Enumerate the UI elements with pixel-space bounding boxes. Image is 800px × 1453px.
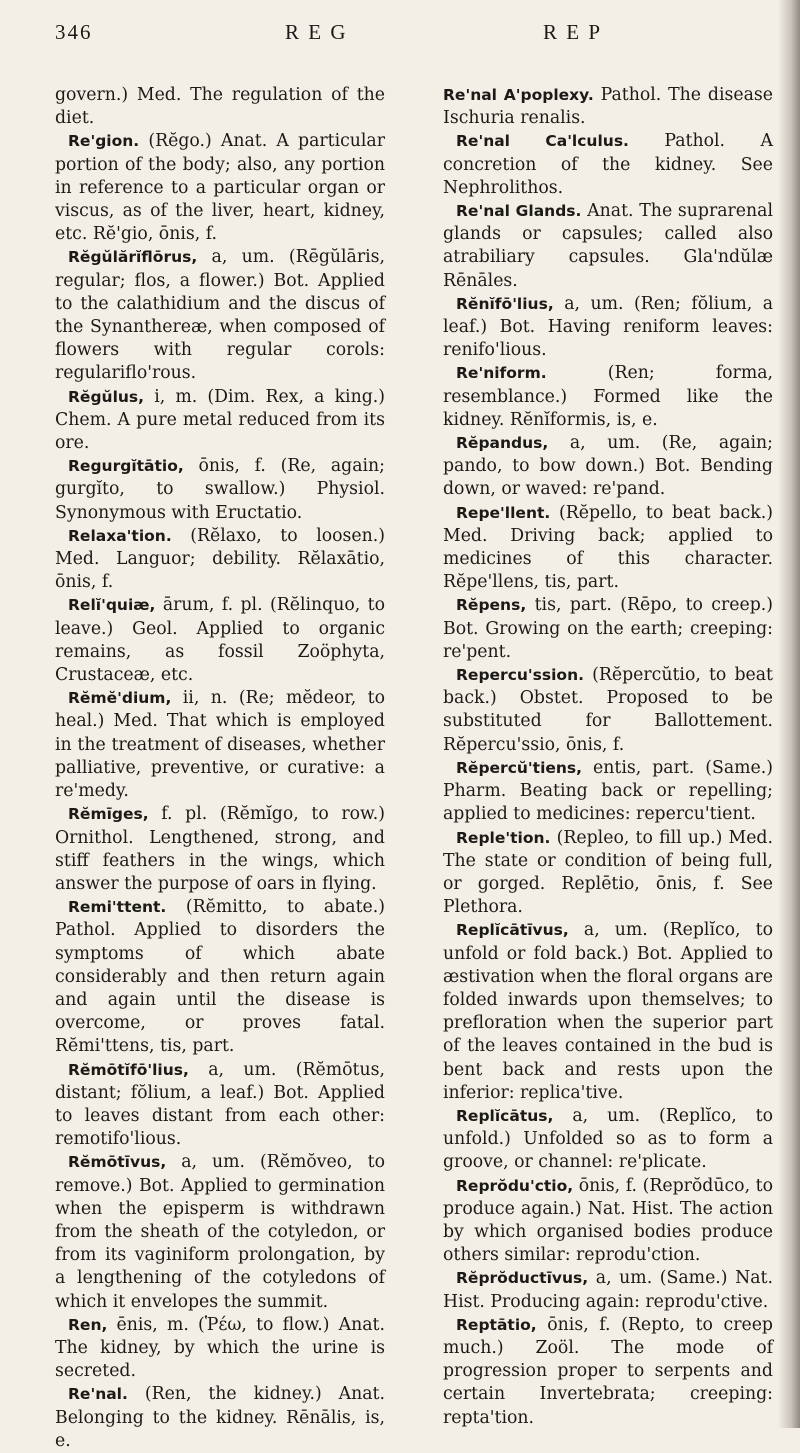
- entry-headword: Reple'tion.: [456, 828, 551, 847]
- entry-headword: Rĕprŏductīvus,: [456, 1269, 589, 1288]
- entry-text: (Rĕpello, to beat back.) Med. Driving back; applied to medicines of this character. Rĕpe'llens, tis, part.: [443, 502, 773, 593]
- entry-text: Pathol. A concretion of the kidney. See Nephrolithos.: [443, 131, 773, 198]
- entry-headword: Rĕmīges,: [68, 805, 149, 824]
- entry-headword: Regurgĭtātio,: [68, 457, 184, 476]
- page-edge-shadow: [778, 0, 800, 1428]
- entry-text: ōnis, f. (Reprŏdūco, to produce again.) Nat. Hist. The action by which organised bodies produce others similar: reprodu'ction.: [443, 1175, 773, 1266]
- dictionary-entry: [55, 594, 385, 687]
- entry-text: Anat. The suprarenal glands or capsules; called also atrabiliary capsules. Gla'ndŭlæ Rēnāles.: [443, 201, 773, 291]
- entry-headword: Rĕmōtīvus,: [68, 1153, 167, 1172]
- entry-text: (Rĕpercŭtio, to beat back.) Obstet. Proposed to be substituted for Ballottement. Rĕpercu'ssio, ōnis, f.: [443, 665, 773, 755]
- entry-headword: Relĭ'quiæ,: [68, 596, 156, 615]
- dictionary-entry: [55, 386, 385, 456]
- entry-text: (Repleo, to fill up.) Med. The state or condition of being full, or gorged. Replētio, ōnis, f. See Plethora.: [443, 827, 773, 918]
- entry-text: (Ren; forma, resemblance.) Formed like the kidney. Rĕnĭformis, is, e.: [443, 363, 774, 430]
- entry-headword: Re'nal Ca'lculus.: [456, 132, 629, 151]
- dictionary-entry: [443, 502, 773, 595]
- entry-headword: Re'nal.: [68, 1385, 128, 1404]
- dictionary-entry: [443, 664, 773, 757]
- entry-headword: Rĕpens,: [456, 596, 527, 615]
- entry-text: f. pl. (Rĕmĭgo, to row.) Ornithol. Lengthened, strong, and stiff feathers in the wings, which answer the purpose of oars in flying.: [55, 804, 385, 894]
- dictionary-entry: [443, 827, 773, 920]
- entry-headword: Remi'ttent.: [68, 898, 167, 917]
- dictionary-entry: [443, 919, 773, 1105]
- entry-text: ōnis, f. (Repto, to creep much.) Zoöl. The mode of progression proper to serpents and certain Invertebrata; creeping: repta'tion.: [443, 1314, 773, 1428]
- page-number: 346: [55, 20, 93, 44]
- dictionary-entry: [443, 293, 773, 363]
- entry-headword: Rĕpercŭ'tiens,: [456, 758, 583, 777]
- entry-text: ōnis, f. (Re, again; gurgĭto, to swallow.) Physiol. Synonymous with Eructatio.: [55, 456, 385, 523]
- entry-text: a, um. (Re, again; pando, to bow down.) Bot. Bending down, or waved: re'pand.: [443, 433, 773, 500]
- entry-text: (Ren, the kidney.) Anat. Belonging to the kidney. Rēnālis, is, e.: [55, 1384, 385, 1451]
- entry-headword: Replĭcātus,: [456, 1106, 554, 1125]
- entry-text: ii, n. (Re; mĕdeor, to heal.) Med. That which is employed in the treatment of diseases, whether palliative, preventive, or curative: a re'medy.: [55, 688, 385, 802]
- entry-headword: Re'niform.: [456, 364, 547, 383]
- entry-text: entis, part. (Same.) Pharm. Beating back or repelling; applied to medicines: repercu'tient.: [443, 757, 773, 825]
- entry-headword: Relaxa'tion.: [68, 526, 172, 545]
- dictionary-entry: [443, 1175, 773, 1268]
- entry-headword: Rĕmĕ'dium,: [68, 689, 172, 708]
- dictionary-entry: [443, 84, 773, 130]
- entry-text: Pathol. The disease Ischuria renalis.: [443, 85, 773, 129]
- entry-text: a, um. (Replĭco, to unfold.) Unfolded so as to form a groove, or channel: re'plicate.: [443, 1105, 773, 1173]
- entry-text: ārum, f. pl. (Rĕlinquo, to leave.) Geol. Applied to organic remains, as fossil Zoöphyta, Crustaceæ, etc.: [55, 595, 385, 686]
- entry-headword: Rĕpandus,: [456, 434, 549, 453]
- dictionary-entry: [443, 362, 773, 432]
- entry-headword: Ren,: [68, 1315, 108, 1334]
- entry-text: a, um. (Replĭco, to unfold or fold back.) Bot. Applied to æstivation when the floral organs are folded inwards upon themselves; to prefloration when the superior part of the leaves contained in the bud is bent back and rests upon the inferior: replica'tive.: [443, 920, 773, 1103]
- dictionary-entry: [55, 1314, 385, 1384]
- dictionary-entry: [443, 1267, 773, 1313]
- right-column: [443, 84, 773, 1430]
- dictionary-entry: [443, 757, 773, 827]
- dictionary-entry: [55, 1151, 385, 1313]
- entry-text: (Rĕmitto, to abate.) Pathol. Applied to disorders the symptoms of which abate considerably and then return again and again until the disease is overcome, or proves fatal. Rĕmi'ttens, tis, part.: [55, 897, 386, 1057]
- entry-text: a, um. (Rēgŭlāris, regular; flos, a flower.) Bot. Applied to the calathidium and the discus of the Synanthereæ, when composed of flowers with regular corols: regulariflo'rous.: [55, 247, 385, 384]
- dictionary-entry: [55, 525, 385, 595]
- entry-headword: Repe'llent.: [456, 503, 551, 522]
- left-guide-word: R E G: [285, 20, 348, 44]
- entry-headword: Rĕgŭlus,: [68, 387, 145, 406]
- dictionary-entry: [55, 896, 385, 1058]
- entry-text: govern.) Med. The regulation of the diet.: [55, 85, 385, 129]
- entry-text: tis, part. (Rēpo, to creep.) Bot. Growing on the earth; creeping: re'pent.: [443, 595, 773, 662]
- dictionary-entry: [55, 687, 385, 803]
- entry-headword: Replĭcātīvus,: [456, 921, 569, 940]
- dictionary-entry: [443, 432, 773, 502]
- entry-headword: Repercu'ssion.: [456, 666, 585, 685]
- dictionary-entry: [55, 84, 385, 130]
- entry-headword: Rĕgŭlărĭflōrus,: [68, 248, 198, 267]
- dictionary-entry: [443, 1314, 773, 1430]
- entry-headword: Reptātio,: [456, 1315, 537, 1334]
- entry-text: (Rĕlaxo, to loosen.) Med. Languor; debility. Rĕlaxātio, ōnis, f.: [55, 525, 385, 593]
- entry-text: a, um. (Rĕmŏveo, to remove.) Bot. Applied to germination when the episperm is withdrawn from the sheath of the cotyledon, or from its vaginiform prolongation, by a lengthening of the cotyledons of which it envelopes the summit.: [55, 1152, 386, 1312]
- entry-text: a, um. (Ren; fŏlium, a leaf.) Bot. Having reniform leaves: renifo'lious.: [443, 293, 773, 361]
- entry-text: ēnis, m. (Ῥέω, to flow.) Anat. The kidney, by which the urine is secreted.: [55, 1314, 385, 1382]
- entry-headword: Re'nal A'poplexy.: [443, 86, 594, 104]
- dictionary-entry: [443, 130, 773, 200]
- entry-headword: Re'gion.: [68, 132, 140, 151]
- entry-headword: Reprŏdu'ctio,: [456, 1176, 574, 1195]
- left-column: [55, 84, 385, 1453]
- entry-text: i, m. (Dim. Rex, a king.) Chem. A pure metal reduced from its ore.: [55, 386, 385, 454]
- entry-headword: Rĕnĭfō'lius,: [456, 294, 554, 313]
- entry-text: a, um. (Same.) Nat. Hist. Producing again: reprodu'ctive.: [443, 1268, 773, 1312]
- entry-headword: Rĕmōtĭfō'lius,: [68, 1060, 189, 1079]
- entry-headword: Re'nal Glands.: [456, 202, 582, 221]
- dictionary-entry: [55, 246, 385, 385]
- dictionary-entry: [55, 130, 385, 246]
- right-guide-word: R E P: [543, 20, 603, 44]
- dictionary-entry: [443, 1105, 773, 1175]
- entry-text: a, um. (Rĕmōtus, distant; fŏlium, a leaf.) Bot. Applied to leaves distant from each other: remotifo'lious.: [55, 1059, 385, 1150]
- dictionary-entry: [55, 803, 385, 896]
- dictionary-entry: [443, 594, 773, 664]
- page-header: [55, 20, 780, 54]
- dictionary-entry: [443, 200, 773, 293]
- dictionary-entry: [55, 1383, 385, 1453]
- dictionary-entry: [55, 1059, 385, 1152]
- entry-text: (Rĕgo.) Anat. A particular portion of the body; also, any portion in reference to a particular organ or viscus, as of the liver, heart, kidney, etc. Rĕ'gio, ōnis, f.: [55, 131, 385, 245]
- dictionary-entry: [55, 455, 385, 525]
